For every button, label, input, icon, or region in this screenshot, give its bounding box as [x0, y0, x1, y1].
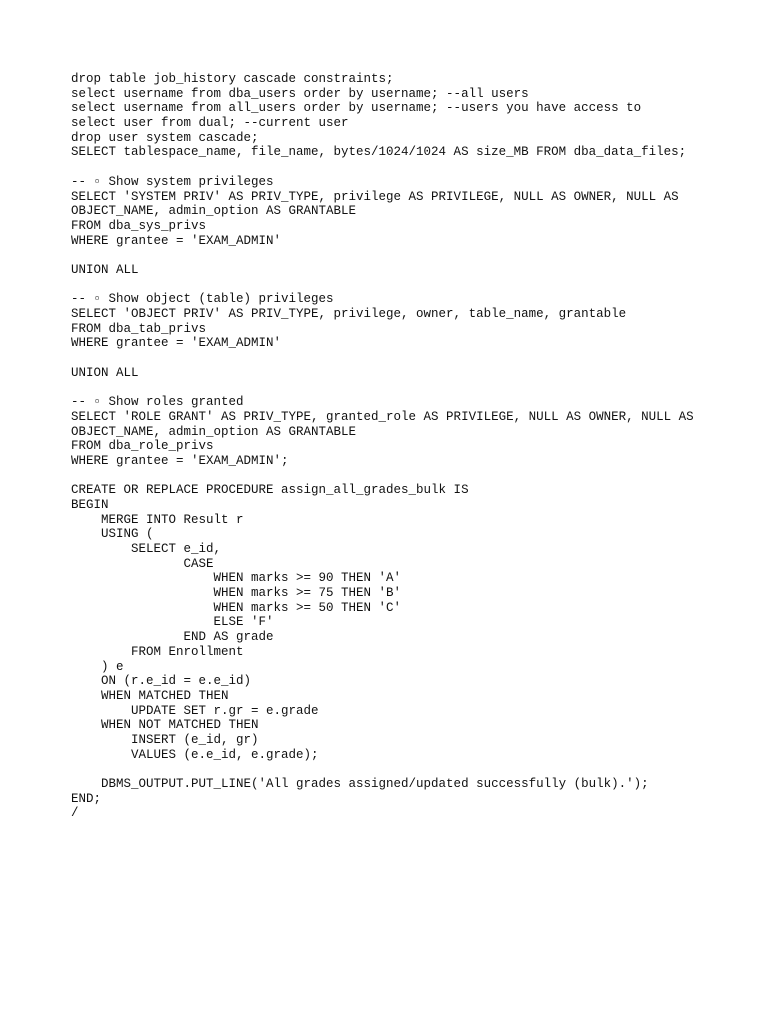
code-line: WHERE grantee = 'EXAM_ADMIN';: [71, 453, 289, 468]
code-line: VALUES (e.e_id, e.grade);: [71, 747, 319, 762]
code-line: WHEN marks >= 50 THEN 'C': [71, 600, 402, 615]
code-line: [71, 160, 751, 175]
code-line: WHEN marks >= 75 THEN 'B': [71, 586, 402, 601]
code-line: select user from dual; --current user: [71, 116, 349, 131]
code-line: FROM dba_sys_privs: [71, 218, 207, 233]
code-line: WHERE grantee = 'EXAM_ADMIN': [71, 233, 282, 248]
code-line: UNION ALL: [71, 365, 139, 380]
code-line: -- ▫ Show system privileges: [71, 174, 274, 189]
code-line: [71, 351, 751, 366]
code-line: drop table job_history cascade constraints;: [71, 72, 394, 86]
code-line: [71, 762, 751, 777]
code-line: ELSE 'F': [71, 615, 274, 630]
code-line: DBMS_OUTPUT.PUT_LINE('All grades assigned/updated successfully (bulk).');: [71, 777, 649, 791]
code-line: SELECT tablespace_name, file_name, bytes/1024/1024 AS size_MB FROM dba_data_files;: [71, 145, 687, 160]
code-line: SELECT 'SYSTEM PRIV' AS PRIV_TYPE, privilege AS PRIVILEGE, NULL AS OWNER, NULL AS: [71, 189, 679, 204]
code-line: [71, 821, 751, 836]
code-line: [71, 248, 751, 263]
code-line: FROM dba_tab_privs: [71, 321, 207, 336]
code-line: [71, 380, 751, 395]
code-line: OBJECT_NAME, admin_option AS GRANTABLE: [71, 204, 357, 219]
code-line: [71, 278, 751, 293]
code-line: UNION ALL: [71, 262, 139, 277]
code-line: INSERT (e_id, gr): [71, 732, 259, 747]
code-line: SELECT 'OBJECT PRIV' AS PRIV_TYPE, privilege, owner, table_name, grantable: [71, 307, 627, 321]
code-line: -- ▫ Show object (table) privileges: [71, 292, 334, 307]
code-line: WHEN MATCHED THEN: [71, 688, 229, 703]
code-line: [71, 469, 751, 484]
code-line: WHEN NOT MATCHED THEN: [71, 718, 259, 733]
code-line: OBJECT_NAME, admin_option AS GRANTABLE: [71, 424, 357, 439]
code-line: WHEN marks >= 90 THEN 'A': [71, 571, 402, 586]
code-line: CASE: [71, 556, 214, 571]
code-line: drop user system cascade;: [71, 130, 259, 145]
code-line: FROM dba_role_privs: [71, 439, 214, 454]
code-line: -- ▫ Show roles granted: [71, 395, 244, 410]
code-line: MERGE INTO Result r: [71, 512, 244, 527]
code-line: ON (r.e_id = e.e_id): [71, 674, 252, 689]
code-line: BEGIN: [71, 497, 109, 512]
code-line: select username from dba_users order by username; --all users: [71, 86, 529, 101]
code-line: UPDATE SET r.gr = e.grade: [71, 703, 319, 718]
code-line: ) e: [71, 659, 124, 674]
code-line: SELECT e_id,: [71, 542, 222, 556]
code-line: select username from all_users order by username; --users you have access to: [71, 101, 642, 116]
code-line: END;: [71, 791, 102, 806]
code-line: FROM Enrollment: [71, 644, 244, 659]
sql-code-block: [71, 72, 751, 836]
code-line: /: [71, 806, 79, 821]
code-line: SELECT 'ROLE GRANT' AS PRIV_TYPE, granted_role AS PRIVILEGE, NULL AS OWNER, NULL AS: [71, 409, 694, 424]
code-line: USING (: [71, 527, 154, 542]
code-line: END AS grade: [71, 630, 274, 645]
code-line: CREATE OR REPLACE PROCEDURE assign_all_grades_bulk IS: [71, 483, 469, 498]
code-line: WHERE grantee = 'EXAM_ADMIN': [71, 336, 282, 351]
